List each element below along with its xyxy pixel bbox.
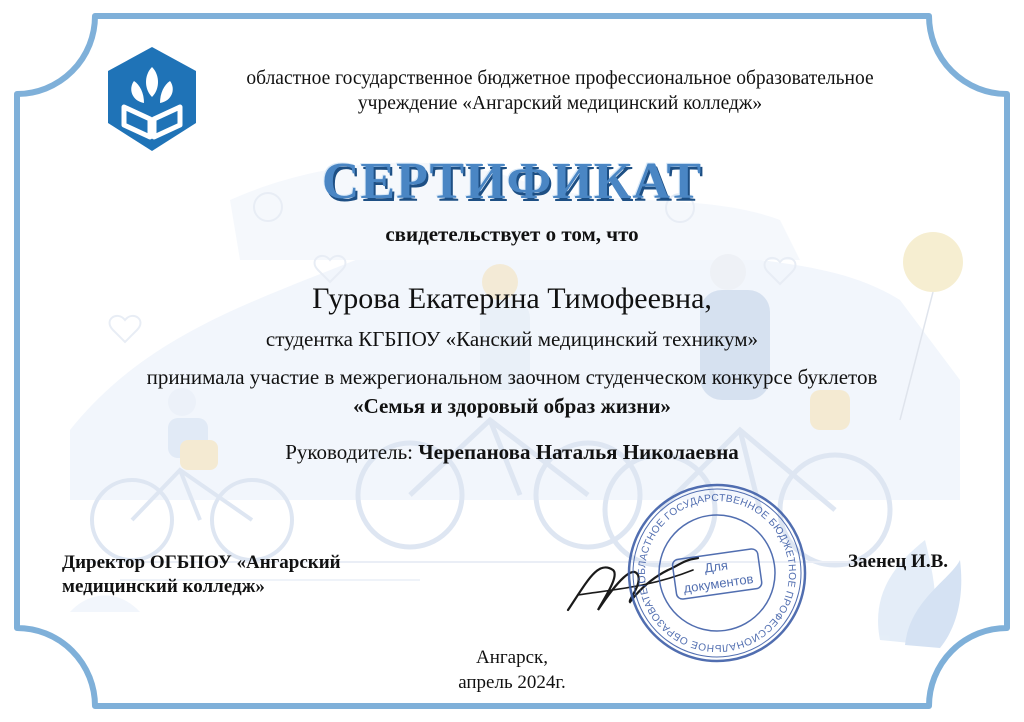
date: апрель 2024г.	[458, 672, 566, 693]
director-title	[62, 551, 382, 599]
director-title-line-2: медицинский колледж»	[62, 576, 265, 597]
organization-header	[200, 66, 920, 116]
organization-line-1: областное государственное бюджетное профессиональное образовательное	[246, 68, 874, 89]
stamp-center-line-1: Для	[703, 557, 729, 576]
organization-line-2: учреждение «Ангарский медицинский колледж»	[357, 93, 763, 114]
stamp-ring-text: ОБЛАСТНОЕ ГОСУДАРСТВЕННОЕ БЮДЖЕТНОЕ ПРОФЕССИОНАЛЬНОЕ ОБРАЗОВАТЕЛЬНОЕ	[636, 492, 798, 654]
college-logo	[104, 45, 200, 155]
recipient-status: студентка КГБПОУ «Канский медицинский техникум»	[265, 327, 759, 351]
supervisor-name: Черепанова Наталья Николаевна	[418, 440, 739, 464]
participation-text: принимала участие в межрегиональном заочном студенческом конкурсе буклетов	[146, 365, 878, 389]
place-date	[0, 645, 1024, 695]
stamp-center-line-2: документов	[682, 571, 755, 596]
director-name: Заенец И.В.	[848, 551, 948, 572]
director-title-line-1: Директор ОГБПОУ «Ангарский	[62, 552, 341, 573]
contest-name: «Семья и здоровый образ жизни»	[353, 394, 671, 418]
official-stamp	[622, 478, 812, 668]
supervisor-label: Руководитель:	[285, 440, 413, 464]
recipient-name: Гурова Екатерина Тимофеевна,	[312, 282, 712, 315]
supervisor-line	[0, 440, 1024, 465]
city: Ангарск,	[475, 647, 549, 668]
certifies-text: свидетельствует о том, что	[385, 222, 639, 246]
certificate-title: СЕРТИФИКАТ	[321, 153, 703, 210]
